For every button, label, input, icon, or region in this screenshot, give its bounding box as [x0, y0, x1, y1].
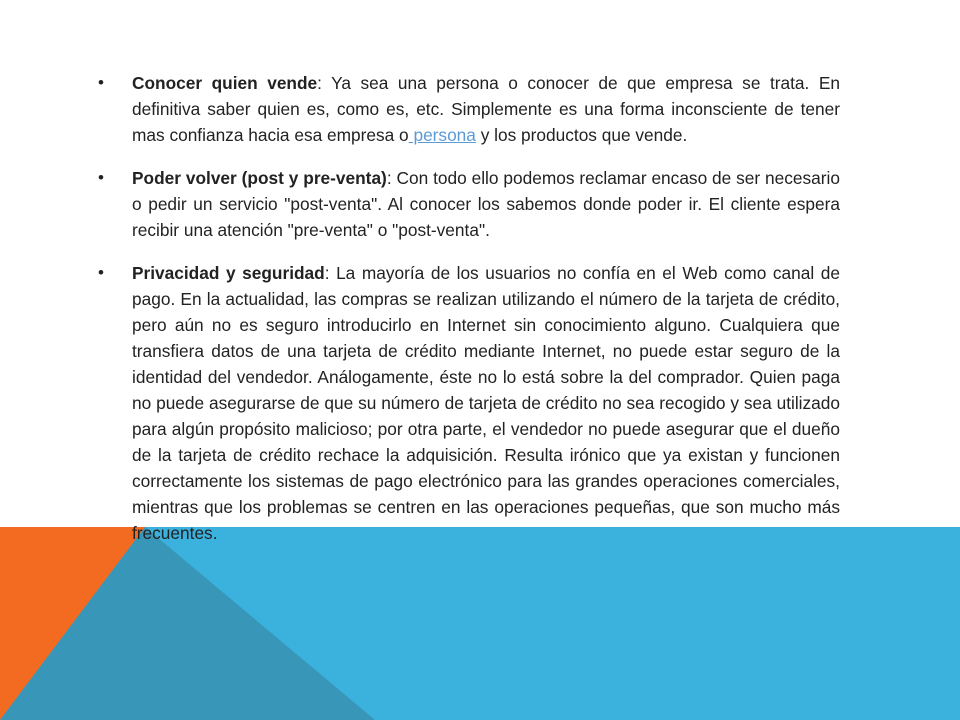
bullet-marker: • — [98, 168, 104, 187]
bullet-text — [132, 70, 840, 148]
bullet-marker: • — [98, 263, 104, 282]
bullet-body-end: y los productos que vende. — [475, 125, 688, 145]
persona-link[interactable]: persona — [408, 125, 476, 145]
bullet-body: : La mayoría de los usuarios no confía en el Web como canal de pago. En la actualidad, las compras se realizan utilizando el número de la tarjeta de crédito, pero aún no es seguro introducirlo en Internet sin conocimiento alguno. Cualquiera que transfiera datos de una tarjeta de crédito mediante Internet, no puede estar seguro de la identidad del vendedor. Análogamente, éste no lo está sobre la del comprador. Quien paga no puede asegurarse de que su número de tarjeta de crédito no sea recogido y sea utilizado para algún propósito malicioso; por otra parte, el vendedor no puede asegurar que el dueño de la tarjeta de crédito rechace la adquisición. Resulta irónico que ya existan y funcionen correctamente los sistemas de pago electrónico para las grandes operaciones comerciales, mientras que los problemas se centren en las operaciones pequeñas, que son mucho más frecuentes. — [132, 263, 840, 543]
slide-content — [98, 70, 840, 563]
bullet-text — [132, 260, 840, 546]
bullet-lead: Conocer quien vende — [132, 73, 318, 93]
bullet-item-privacidad — [98, 260, 840, 546]
bullet-body: : Con todo ello podemos reclamar encaso de ser necesario o pedir un servicio "post-venta". Al conocer los sabemos donde poder ir. El cliente espera recibir una atención "pre-venta" o "post-venta". — [132, 168, 840, 240]
bullet-item-post-pre-venta — [98, 165, 840, 243]
bullet-body: : Ya sea una persona o conocer de que empresa se trata. En definitiva saber quien es, como es, etc. Simplemente es una forma inconsciente de tener mas confianza hacia esa empresa o — [132, 73, 840, 145]
bullet-item-vendor — [98, 70, 840, 148]
bullet-lead: Poder volver (post y pre-venta) — [132, 168, 387, 188]
bullet-text — [132, 165, 840, 243]
bullet-marker: • — [98, 73, 104, 92]
bullet-lead: Privacidad y seguridad — [132, 263, 325, 283]
